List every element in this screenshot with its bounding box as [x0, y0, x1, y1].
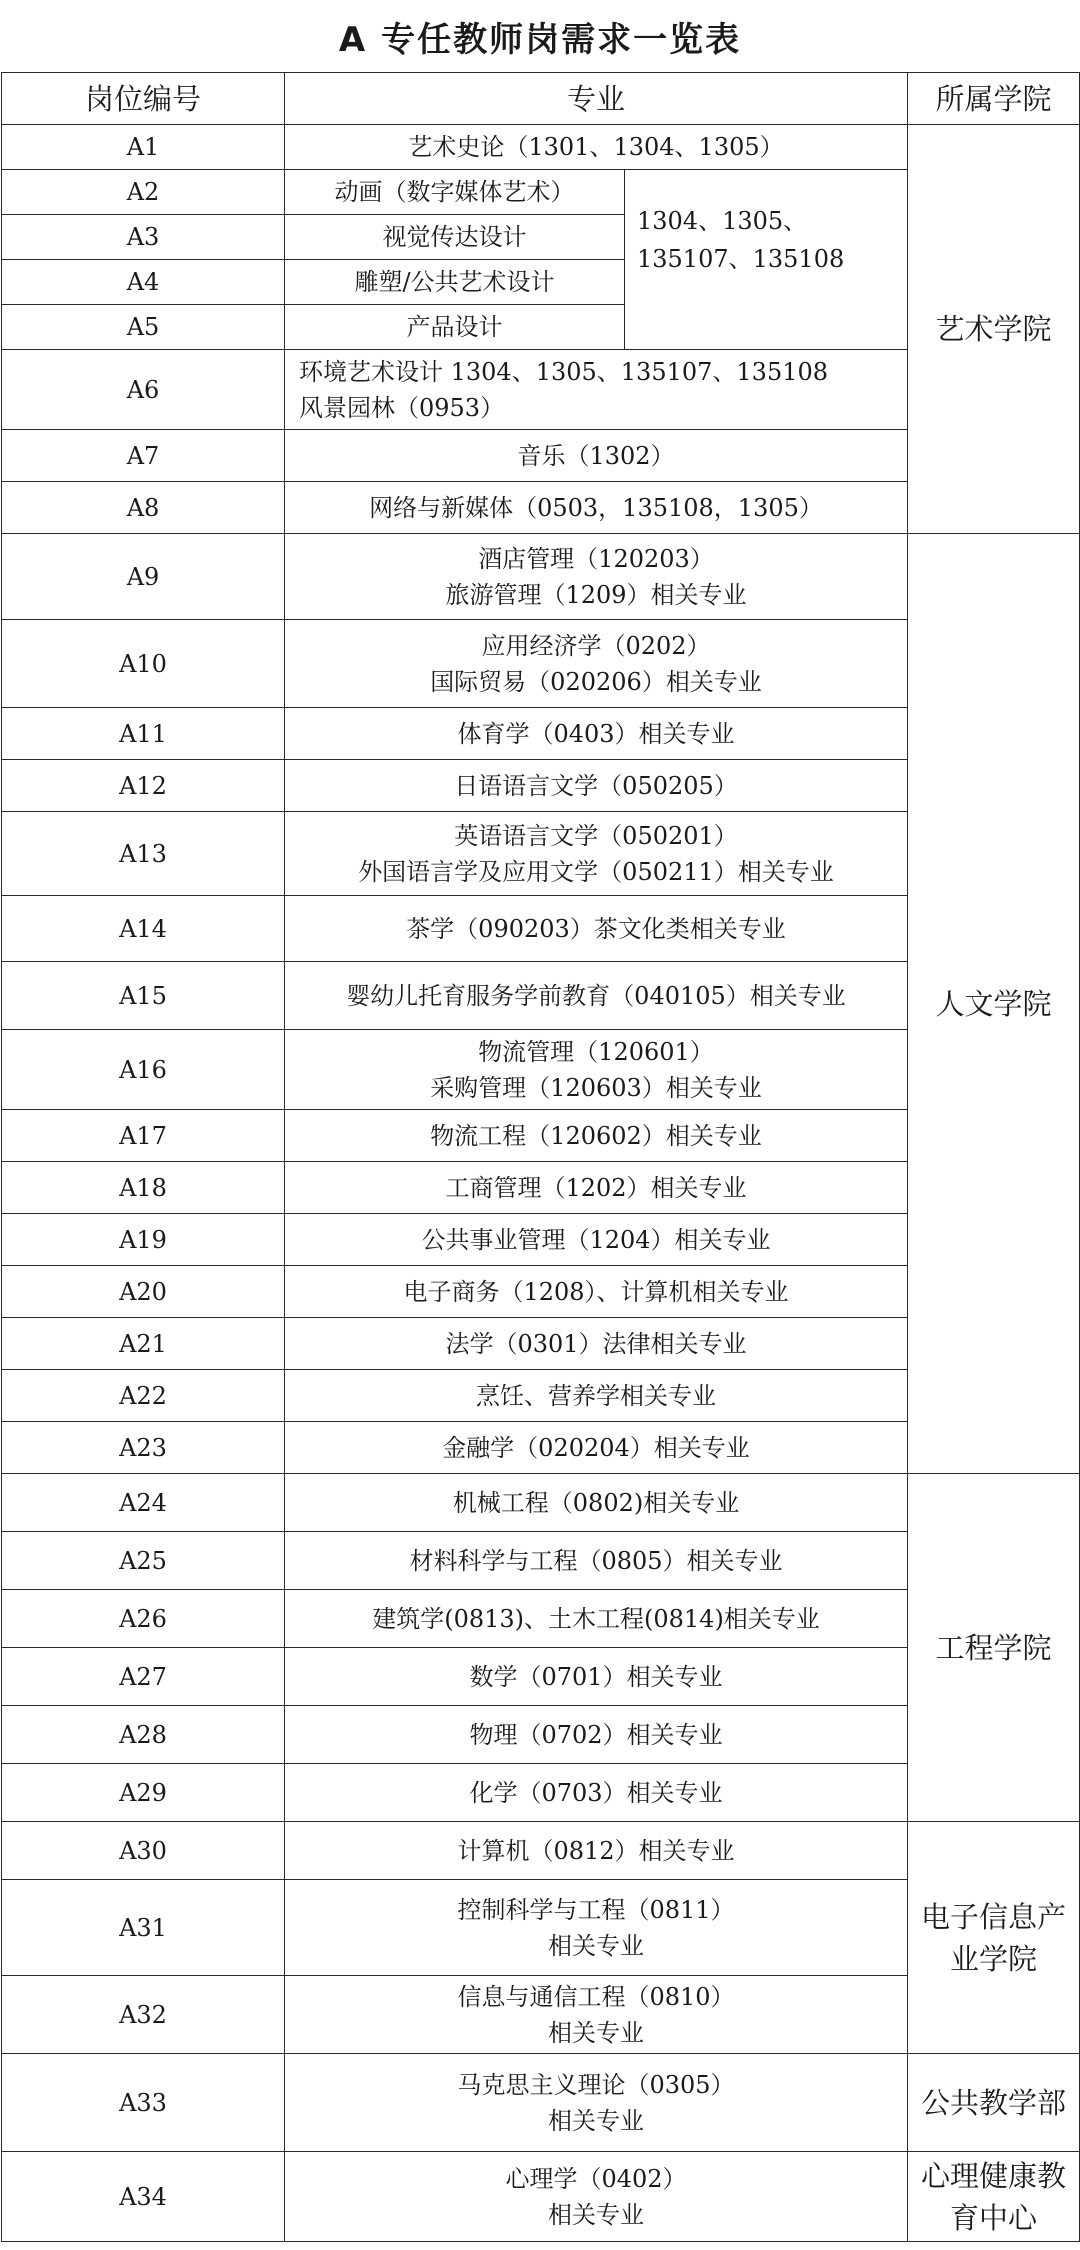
major-cell: [285, 1370, 908, 1422]
position-id: A8: [2, 482, 285, 534]
position-id: A26: [2, 1590, 285, 1648]
position-id: A21: [2, 1318, 285, 1370]
header-major: 专业: [285, 73, 908, 125]
table-row: [2, 1474, 1080, 1532]
position-id: A30: [2, 1822, 285, 1880]
major-cell: [285, 1110, 908, 1162]
major-cell: [285, 1162, 908, 1214]
position-id: A32: [2, 1976, 285, 2054]
position-id: A22: [2, 1370, 285, 1422]
position-id: A10: [2, 620, 285, 708]
major-cell: [285, 1822, 908, 1880]
position-id: A33: [2, 2054, 285, 2152]
major-text: 物理（0702）相关专业: [469, 1720, 723, 1749]
major-text: 国际贸易（020206）相关专业: [430, 667, 762, 696]
major-text: 音乐（1302）: [517, 441, 675, 470]
major-cell: [285, 430, 908, 482]
college-psych: [908, 2152, 1080, 2242]
major-text: 网络与新媒体（0503，135108，1305）: [369, 493, 823, 522]
position-id: A28: [2, 1706, 285, 1764]
major-text: 相关专业: [548, 1931, 644, 1960]
major-text: 材料科学与工程（0805）相关专业: [409, 1546, 783, 1575]
table-row: [2, 1822, 1080, 1880]
major-text: 信息与通信工程（0810）: [457, 1982, 735, 2011]
major-text: 风景园林（0953）: [299, 393, 505, 422]
position-id: A11: [2, 708, 285, 760]
position-id: A1: [2, 125, 285, 170]
major-cell: [285, 1764, 908, 1822]
major-cell: [285, 2152, 908, 2242]
header-id: 岗位编号: [2, 73, 285, 125]
major-text: 旅游管理（1209）相关专业: [445, 580, 747, 609]
major-text: 相关专业: [548, 2200, 644, 2229]
major-text: 金融学（020204）相关专业: [442, 1433, 750, 1462]
position-id: A23: [2, 1422, 285, 1474]
major-text: 外国语言学及应用文学（050211）相关专业: [358, 857, 834, 886]
major-text: 相关专业: [548, 2106, 644, 2135]
major-cell: [285, 215, 625, 260]
table-row: [2, 2054, 1080, 2152]
college-humanities: 人文学院: [908, 534, 1080, 1474]
table-row: [2, 2152, 1080, 2242]
major-text: 应用经济学（0202）: [481, 631, 711, 660]
major-text: 烹饪、营养学相关专业: [476, 1381, 716, 1410]
major-text: 艺术史论（1301、1304、1305）: [408, 133, 784, 161]
major-text: 婴幼儿托育服务学前教育（040105）相关专业: [346, 981, 846, 1010]
major-text: 体育学（0403）相关专业: [457, 719, 735, 748]
college-text: 心理健康教: [921, 2158, 1067, 2193]
major-text: 心理学（0402）: [505, 2164, 687, 2193]
major-cell: [285, 760, 908, 812]
major-cell: [285, 962, 908, 1030]
table-row: [2, 534, 1080, 620]
major-text: 英语语言文学（050201）: [454, 821, 738, 850]
college-public: 公共教学部: [908, 2054, 1080, 2152]
major-text: 机械工程（0802)相关专业: [452, 1488, 740, 1517]
major-text: 相关专业: [548, 2018, 644, 2047]
header-row: [2, 73, 1080, 125]
major-text: 电子商务（1208）、计算机相关专业: [403, 1277, 789, 1306]
position-id: A14: [2, 896, 285, 962]
position-id: A34: [2, 2152, 285, 2242]
position-id: A4: [2, 260, 285, 305]
major-text: 化学（0703）相关专业: [469, 1778, 723, 1807]
major-cell: [285, 1474, 908, 1532]
major-cell: [285, 1030, 908, 1110]
college-text: 育中心: [950, 2200, 1038, 2235]
major-text: 视觉传达设计: [382, 223, 527, 251]
college-text: 电子信息产: [921, 1899, 1067, 1934]
major-cell: [285, 708, 908, 760]
major-text: 物流管理（120601）: [478, 1037, 714, 1066]
major-text: 控制科学与工程（0811）: [457, 1895, 735, 1924]
major-text: 环境艺术设计 1304、1305、135107、135108: [299, 357, 829, 386]
major-cell: [285, 620, 908, 708]
header-college: 所属学院: [908, 73, 1080, 125]
major-cell: [285, 1422, 908, 1474]
major-cell: [285, 482, 908, 534]
position-id: A9: [2, 534, 285, 620]
major-cell: [285, 170, 625, 215]
major-text: 采购管理（120603）相关专业: [430, 1073, 762, 1102]
major-text: 工商管理（1202）相关专业: [445, 1173, 747, 1202]
major-text: 物流工程（120602）相关专业: [430, 1121, 762, 1150]
major-cell: [285, 1214, 908, 1266]
major-cell: [285, 1266, 908, 1318]
major-cell: [285, 2054, 908, 2152]
position-id: A18: [2, 1162, 285, 1214]
major-cell: [285, 1706, 908, 1764]
major-cell: [285, 1648, 908, 1706]
major-cell: [285, 1532, 908, 1590]
shared-major-codes: [625, 170, 908, 350]
code-text: 135107、135108: [637, 245, 845, 273]
major-text: 茶学（090203）茶文化类相关专业: [406, 914, 786, 943]
major-text: 马克思主义理论（0305）: [457, 2070, 735, 2099]
major-cell: [285, 896, 908, 962]
position-id: A19: [2, 1214, 285, 1266]
college-art: 艺术学院: [908, 125, 1080, 534]
page-title: A 专任教师岗需求一览表: [338, 19, 742, 60]
major-text: 计算机（0812）相关专业: [457, 1836, 735, 1865]
major-text: 法学（0301）法律相关专业: [445, 1329, 747, 1358]
position-id: A12: [2, 760, 285, 812]
table-row: [2, 125, 1080, 170]
code-text: 1304、1305、: [637, 207, 808, 235]
major-text: 产品设计: [406, 313, 503, 341]
major-text: 日语语言文学（050205）: [454, 771, 738, 800]
position-id: A16: [2, 1030, 285, 1110]
position-id: A24: [2, 1474, 285, 1532]
position-id: A25: [2, 1532, 285, 1590]
major-cell: [285, 260, 625, 305]
position-id: A13: [2, 812, 285, 896]
position-id: A29: [2, 1764, 285, 1822]
major-text: 酒店管理（120203）: [478, 544, 714, 573]
position-id: A5: [2, 305, 285, 350]
position-id: A31: [2, 1880, 285, 1976]
major-cell: [285, 1880, 908, 1976]
major-cell: [285, 125, 908, 170]
major-cell: [285, 305, 625, 350]
major-cell: [285, 350, 908, 430]
position-id: A17: [2, 1110, 285, 1162]
college-engineering: 工程学院: [908, 1474, 1080, 1822]
major-cell: [285, 1976, 908, 2054]
major-cell: [285, 534, 908, 620]
position-id: A3: [2, 215, 285, 260]
job-table: [1, 72, 1080, 2242]
college-electronic: [908, 1822, 1080, 2054]
major-text: 建筑学(0813)、土木工程(0814)相关专业: [372, 1604, 820, 1633]
position-id: A27: [2, 1648, 285, 1706]
major-cell: [285, 1318, 908, 1370]
position-id: A6: [2, 350, 285, 430]
position-id: A20: [2, 1266, 285, 1318]
position-id: A2: [2, 170, 285, 215]
major-text: 动画（数字媒体艺术）: [334, 178, 575, 206]
major-cell: [285, 812, 908, 896]
position-id: A7: [2, 430, 285, 482]
college-text: 业学院: [950, 1941, 1038, 1976]
major-text: 数学（0701）相关专业: [469, 1662, 723, 1691]
major-text: 公共事业管理（1204）相关专业: [421, 1225, 771, 1254]
major-cell: [285, 1590, 908, 1648]
position-id: A15: [2, 962, 285, 1030]
major-text: 雕塑/公共艺术设计: [354, 268, 555, 296]
